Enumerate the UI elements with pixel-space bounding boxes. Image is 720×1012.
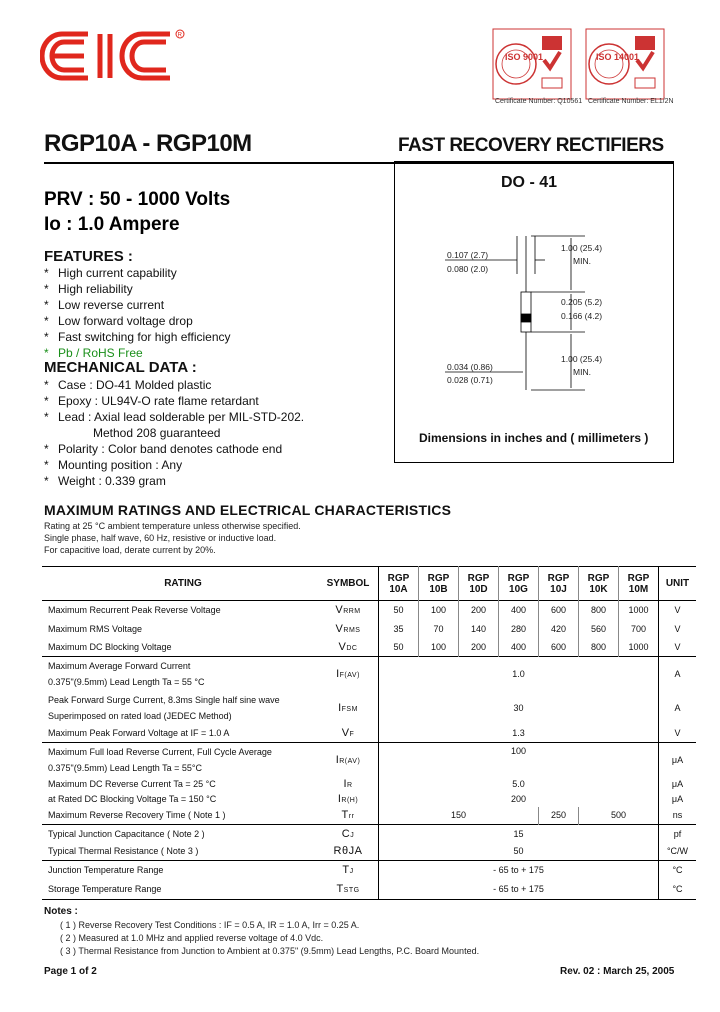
- ratings-table: [42, 566, 690, 900]
- dim-lead-dia-min: 0.080 (2.0): [447, 264, 489, 274]
- table-row: Maximum Peak Forward Voltage at IF = 1.0 A VF 1.3 V: [42, 725, 696, 743]
- dim-len-top: 1.00 (25.4): [561, 243, 603, 253]
- table-row: Maximum Full load Reverse Current, Full Cycle Average 0.375"(9.5mm) Lead Length Ta = 55°C IR(AV) 100 μA: [42, 743, 696, 777]
- table-row: Peak Forward Surge Current, 8.3ms Single half sine wave Superimposed on rated load (JEDEC Method) IFSM 30 A: [42, 691, 696, 725]
- col-symbol: SYMBOL: [326, 578, 370, 589]
- package-title: DO - 41: [501, 174, 558, 191]
- list-item: * Low forward voltage drop: [44, 314, 193, 328]
- ratings-heading: MAXIMUM RATINGS AND ELECTRICAL CHARACTERISTICS: [44, 502, 452, 518]
- features-list: [44, 265, 231, 361]
- col-unit: UNIT: [659, 567, 697, 601]
- iso-9001-badge-text: ISO 9001: [505, 52, 544, 62]
- condition-line: Rating at 25 °C ambient temperature unless otherwise specified.: [44, 521, 301, 531]
- condition-line: Single phase, half wave, 60 Hz, resistive or inductive load.: [44, 533, 277, 543]
- do41-outline-drawing: [395, 162, 673, 462]
- col-part: RGP 10M: [619, 567, 659, 601]
- notes-heading: Notes :: [44, 906, 78, 917]
- svg-text:R: R: [177, 32, 182, 39]
- col-part: RGP 10A: [379, 567, 419, 601]
- mechanical-heading: MECHANICAL DATA :: [44, 359, 197, 376]
- list-item-cont: Method 208 guaranteed: [93, 426, 221, 440]
- cert-number-right: Certificate Number: EL1/2N: [588, 98, 674, 105]
- dim-wire-max: 0.034 (0.86): [447, 362, 493, 372]
- iso-14001-seal-icon: [585, 28, 665, 100]
- table-row: Maximum DC Blocking Voltage VDC 50 100 200 400 600 800 1000 V: [42, 639, 696, 657]
- list-item: * Lead : Axial lead solderable per MIL-STD-202.: [44, 410, 305, 424]
- table-row: Maximum Average Forward Current 0.375"(9.5mm) Lead Length Ta = 55 °C IF(AV) 1.0 A: [42, 657, 696, 691]
- table-row: Storage Temperature Range TSTG - 65 to + 175 °C: [42, 880, 696, 900]
- iso-14001-cert-badge: [585, 28, 665, 108]
- table-row: Maximum DC Reverse Current Ta = 25 °C IR 5.0 μA: [42, 777, 696, 792]
- list-item: * Epoxy : UL94V-O rate flame retardant: [44, 394, 259, 408]
- col-rating: RATING: [164, 578, 202, 589]
- list-item: * Low reverse current: [44, 298, 165, 312]
- revision-date: Rev. 02 : March 25, 2005: [560, 966, 675, 977]
- dim-wire-min: 0.028 (0.71): [447, 375, 493, 385]
- mechanical-list: [44, 377, 304, 489]
- table-row: Junction Temperature Range TJ - 65 to + 175 °C: [42, 861, 696, 880]
- part-range-title: RGP10A - RGP10M: [44, 130, 252, 157]
- list-item: * Polarity : Color band denotes cathode end: [44, 442, 283, 456]
- list-item: * Weight : 0.339 gram: [44, 474, 166, 488]
- col-part: RGP 10B: [419, 567, 459, 601]
- dimensions-caption: Dimensions in inches and ( millimeters ): [419, 431, 649, 445]
- dim-len-bot-min: MIN.: [573, 367, 591, 377]
- eic-logo-graphic: [40, 22, 200, 102]
- list-item: * High current capability: [44, 266, 177, 280]
- iso-9001-cert-badge: [492, 28, 572, 108]
- dim-len-top-min: MIN.: [573, 256, 591, 266]
- iso-9001-seal-icon: [492, 28, 572, 100]
- cert-number-left: Certificate Number: Q10561: [495, 98, 583, 105]
- dim-body-max: 0.205 (5.2): [561, 297, 603, 307]
- table-row: Typical Junction Capacitance ( Note 2 ) CJ 15 pf: [42, 825, 696, 843]
- dim-body-min: 0.166 (4.2): [561, 311, 603, 321]
- note-item: ( 1 ) Reverse Recovery Test Conditions : IF = 0.5 A, IR = 1.0 A, Irr = 0.25 A.: [60, 920, 360, 930]
- col-part: RGP 10D: [459, 567, 499, 601]
- table-row: Maximum Reverse Recovery Time ( Note 1 ) Trr 150 250 500 ns: [42, 807, 696, 825]
- page-number: Page 1 of 2: [44, 966, 97, 977]
- document-title: FAST RECOVERY RECTIFIERS: [398, 135, 664, 156]
- package-box: [394, 161, 674, 463]
- features-heading: FEATURES :: [44, 248, 133, 265]
- list-item: * Case : DO-41 Molded plastic: [44, 378, 212, 392]
- list-item: * High reliability: [44, 282, 133, 296]
- io-rating: Io : 1.0 Ampere: [44, 214, 180, 235]
- iso-14001-badge-text: ISO 14001: [596, 52, 640, 62]
- table-header-row: [42, 567, 696, 601]
- table-row: Typical Thermal Resistance ( Note 3 ) RθJA 50 °C/W: [42, 843, 696, 861]
- dim-len-bot: 1.00 (25.4): [561, 354, 603, 364]
- table-row: Maximum RMS Voltage VRMS 35 70 140 280 420 560 700 V: [42, 620, 696, 639]
- eic-logo: [40, 22, 200, 102]
- list-item: * Fast switching for high efficiency: [44, 330, 231, 344]
- table-row: at Rated DC Blocking Voltage Ta = 150 °C IR(H) 200 μA: [42, 792, 696, 807]
- prv-rating: PRV : 50 - 1000 Volts: [44, 189, 231, 210]
- col-part: RGP 10G: [499, 567, 539, 601]
- rohs-item: * Pb / RoHS Free: [44, 346, 143, 360]
- list-item: * Mounting position : Any: [44, 458, 183, 472]
- col-part: RGP 10K: [579, 567, 619, 601]
- note-item: ( 2 ) Measured at 1.0 MHz and applied reverse voltage of 4.0 Vdc.: [60, 933, 324, 943]
- table-row: Maximum Recurrent Peak Reverse Voltage VRRM 50 100 200 400 600 800 1000 V: [42, 601, 696, 620]
- note-item: ( 3 ) Thermal Resistance from Junction to Ambient at 0.375" (9.5mm) Lead Lengths, P.C. Board Mounted.: [60, 946, 480, 956]
- dim-lead-dia-max: 0.107 (2.7): [447, 250, 489, 260]
- col-part: RGP 10J: [539, 567, 579, 601]
- condition-line: For capacitive load, derate current by 20%.: [44, 545, 216, 555]
